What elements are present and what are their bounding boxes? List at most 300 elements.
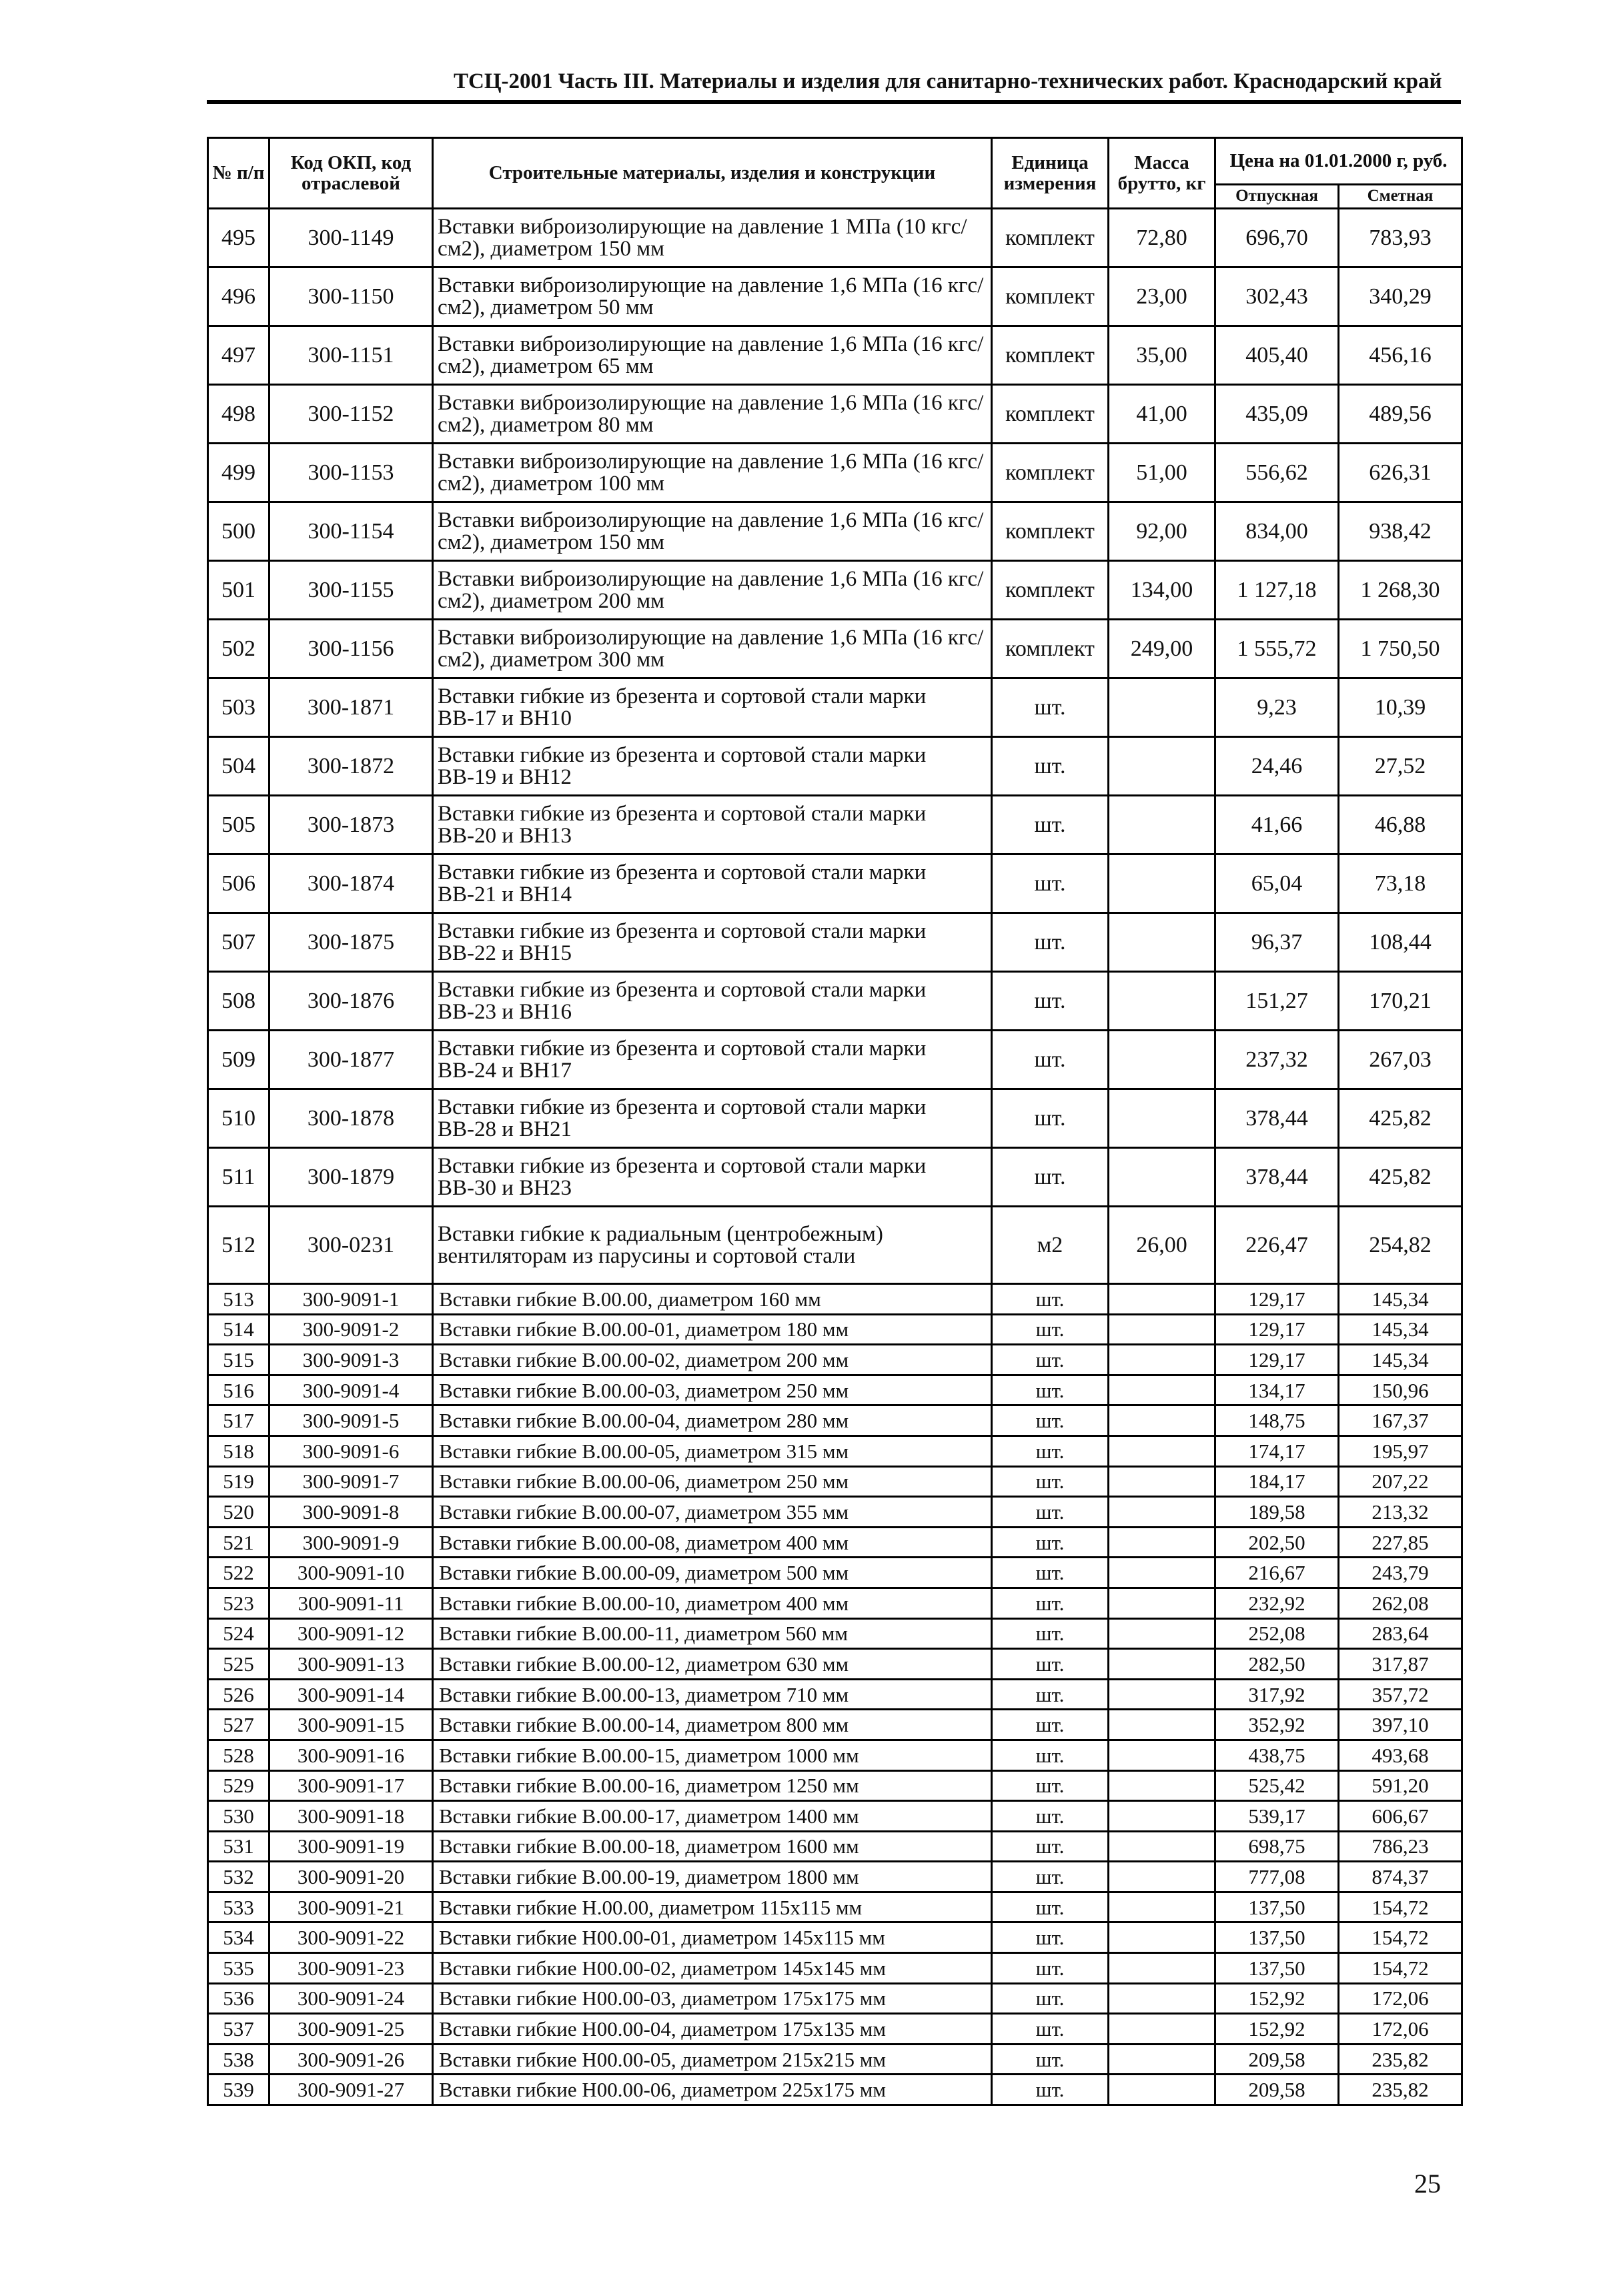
cell-code: 300-9091-9 [269,1527,433,1558]
cell-price-release: 282,50 [1215,1649,1339,1680]
cell-code: 300-9091-20 [269,1862,433,1892]
cell-mass [1109,1740,1215,1770]
cell-unit: шт. [992,2075,1109,2105]
cell-num: 526 [208,1679,269,1710]
cell-mass [1109,1436,1215,1466]
cell-price-estimate: 591,20 [1339,1770,1462,1801]
cell-num: 537 [208,2014,269,2045]
cell-price-release: 539,17 [1215,1801,1339,1832]
cell-code: 300-9091-13 [269,1649,433,1680]
cell-price-release: 189,58 [1215,1497,1339,1528]
table-row [208,620,1462,678]
cell-price-estimate: 783,93 [1339,209,1462,267]
cell-price-release: 302,43 [1215,267,1339,326]
cell-code: 300-9091-10 [269,1558,433,1588]
cell-price-estimate: 243,79 [1339,1558,1462,1588]
cell-num: 498 [208,385,269,444]
cell-price-estimate: 150,96 [1339,1375,1462,1405]
table-row [208,326,1462,385]
cell-price-estimate: 874,37 [1339,1862,1462,1892]
cell-price-estimate: 108,44 [1339,913,1462,972]
cell-price-release: 525,42 [1215,1770,1339,1801]
cell-code: 300-9091-26 [269,2044,433,2075]
cell-num: 507 [208,913,269,972]
cell-unit: комплект [992,326,1109,385]
cell-price-release: 152,92 [1215,2014,1339,2045]
table-row [208,2044,1462,2075]
cell-code: 300-1871 [269,678,433,737]
cell-code: 300-9091-21 [269,1892,433,1922]
cell-mass [1109,1983,1215,2014]
cell-num: 520 [208,1497,269,1528]
cell-code: 300-9091-19 [269,1831,433,1862]
cell-name: Вставки виброизолирующие на давление 1,6 МПа (16 кгс/см2), диаметром 150 мм [433,502,992,561]
table-row [208,1588,1462,1618]
cell-num: 504 [208,737,269,796]
table-row [208,2075,1462,2105]
cell-unit: шт. [992,1314,1109,1345]
cell-code: 300-9091-16 [269,1740,433,1770]
cell-price-estimate: 167,37 [1339,1405,1462,1436]
cell-name: Вставки гибкие из брезента и сортовой стали марки ВВ-22 и ВН15 [433,913,992,972]
table-row [208,1497,1462,1528]
cell-price-estimate: 235,82 [1339,2075,1462,2105]
table-body [208,209,1462,2105]
cell-price-estimate: 46,88 [1339,796,1462,854]
table-row [208,385,1462,444]
cell-price-estimate: 283,64 [1339,1618,1462,1649]
cell-mass: 92,00 [1109,502,1215,561]
cell-price-estimate: 154,72 [1339,1892,1462,1922]
table-row [208,267,1462,326]
cell-num: 530 [208,1801,269,1832]
cell-code: 300-9091-6 [269,1436,433,1466]
cell-mass [1109,1710,1215,1740]
cell-price-estimate: 145,34 [1339,1284,1462,1315]
cell-price-estimate: 170,21 [1339,972,1462,1031]
table-row [208,1953,1462,1984]
cell-unit: шт. [992,2044,1109,2075]
cell-code: 300-9091-1 [269,1284,433,1315]
cell-code: 300-1874 [269,854,433,913]
cell-price-release: 777,08 [1215,1862,1339,1892]
cell-price-estimate: 262,08 [1339,1588,1462,1618]
cell-num: 497 [208,326,269,385]
cell-price-estimate: 10,39 [1339,678,1462,737]
cell-price-estimate: 172,06 [1339,1983,1462,2014]
table-row [208,561,1462,620]
cell-name: Вставки гибкие В.00.00-12, диаметром 630 мм [433,1649,992,1680]
cell-unit: шт. [992,1710,1109,1740]
cell-price-estimate: 154,72 [1339,1953,1462,1984]
cell-code: 300-1878 [269,1089,433,1148]
cell-name: Вставки гибкие В.00.00-01, диаметром 180 мм [433,1314,992,1345]
cell-code: 300-1875 [269,913,433,972]
cell-price-estimate: 340,29 [1339,267,1462,326]
cell-price-release: 378,44 [1215,1148,1339,1207]
col-header-num: № п/п [208,138,269,209]
cell-name: Вставки гибкие В.00.00-16, диаметром 1250 мм [433,1770,992,1801]
cell-price-estimate: 456,16 [1339,326,1462,385]
cell-code: 300-1872 [269,737,433,796]
table-row [208,678,1462,737]
cell-price-release: 151,27 [1215,972,1339,1031]
cell-mass [1109,2014,1215,2045]
cell-code: 300-9091-23 [269,1953,433,1984]
cell-code: 300-9091-4 [269,1375,433,1405]
table-row [208,737,1462,796]
cell-mass [1109,1405,1215,1436]
table-row [208,502,1462,561]
cell-name: Вставки гибкие из брезента и сортовой стали марки ВВ-24 и ВН17 [433,1031,992,1089]
cell-num: 535 [208,1953,269,1984]
price-table [207,137,1463,2106]
cell-price-release: 317,92 [1215,1679,1339,1710]
cell-unit: шт. [992,1527,1109,1558]
cell-unit: шт. [992,1922,1109,1953]
cell-code: 300-9091-3 [269,1345,433,1375]
cell-name: Вставки гибкие Н00.00-03, диаметром 175x175 мм [433,1983,992,2014]
cell-mass [1109,737,1215,796]
cell-price-estimate: 1 268,30 [1339,561,1462,620]
cell-num: 503 [208,678,269,737]
cell-code: 300-9091-27 [269,2075,433,2105]
cell-num: 512 [208,1207,269,1284]
cell-mass [1109,1031,1215,1089]
cell-mass [1109,1089,1215,1148]
cell-price-release: 556,62 [1215,444,1339,502]
cell-unit: шт. [992,1405,1109,1436]
cell-num: 505 [208,796,269,854]
cell-unit: шт. [992,1649,1109,1680]
cell-price-estimate: 357,72 [1339,1679,1462,1710]
cell-unit: комплект [992,444,1109,502]
cell-price-release: 209,58 [1215,2075,1339,2105]
cell-unit: шт. [992,1558,1109,1588]
cell-unit: комплект [992,620,1109,678]
cell-price-release: 202,50 [1215,1527,1339,1558]
table-row [208,1345,1462,1375]
cell-name: Вставки гибкие из брезента и сортовой стали марки ВВ-20 и ВН13 [433,796,992,854]
cell-name: Вставки гибкие к радиальным (центробежным) вентиляторам из парусины и сортовой стали [433,1207,992,1284]
page-header-title: ТСЦ-2001 Часть III. Материалы и изделия для санитарно-технических работ. Краснодарский край [454,69,1442,93]
cell-mass [1109,1862,1215,1892]
table-row [208,1436,1462,1466]
cell-num: 529 [208,1770,269,1801]
table-row [208,1831,1462,1862]
cell-num: 539 [208,2075,269,2105]
cell-price-estimate: 235,82 [1339,2044,1462,2075]
table-row [208,1375,1462,1405]
cell-unit: шт. [992,1031,1109,1089]
cell-price-release: 41,66 [1215,796,1339,854]
cell-unit: шт. [992,1148,1109,1207]
cell-name: Вставки гибкие В.00.00-18, диаметром 1600 мм [433,1831,992,1862]
cell-mass [1109,1649,1215,1680]
cell-num: 495 [208,209,269,267]
cell-price-estimate: 213,32 [1339,1497,1462,1528]
cell-name: Вставки виброизолирующие на давление 1,6 МПа (16 кгс/см2), диаметром 300 мм [433,620,992,678]
cell-name: Вставки гибкие Н00.00-06, диаметром 225x175 мм [433,2075,992,2105]
cell-mass [1109,1375,1215,1405]
cell-mass [1109,1345,1215,1375]
table-row [208,1892,1462,1922]
cell-mass [1109,1679,1215,1710]
table-row [208,1405,1462,1436]
cell-name: Вставки гибкие В.00.00, диаметром 160 мм [433,1284,992,1315]
cell-name: Вставки виброизолирующие на давление 1,6 МПа (16 кгс/см2), диаметром 80 мм [433,385,992,444]
cell-mass: 23,00 [1109,267,1215,326]
cell-mass: 249,00 [1109,620,1215,678]
cell-mass [1109,1148,1215,1207]
table-row [208,1466,1462,1497]
cell-name: Вставки виброизолирующие на давление 1,6 МПа (16 кгс/см2), диаметром 100 мм [433,444,992,502]
cell-num: 506 [208,854,269,913]
cell-name: Вставки гибкие из брезента и сортовой стали марки ВВ-28 и ВН21 [433,1089,992,1148]
table-row [208,1740,1462,1770]
table-row [208,1527,1462,1558]
table-row [208,796,1462,854]
cell-unit: комплект [992,385,1109,444]
cell-name: Вставки гибкие из брезента и сортовой стали марки ВВ-17 и ВН10 [433,678,992,737]
cell-num: 515 [208,1345,269,1375]
cell-num: 522 [208,1558,269,1588]
cell-price-estimate: 626,31 [1339,444,1462,502]
cell-name: Вставки гибкие Н00.00-02, диаметром 145x145 мм [433,1953,992,1984]
cell-code: 300-1152 [269,385,433,444]
cell-code: 300-9091-14 [269,1679,433,1710]
cell-mass [1109,1770,1215,1801]
cell-price-estimate: 425,82 [1339,1148,1462,1207]
cell-unit: шт. [992,972,1109,1031]
cell-code: 300-9091-18 [269,1801,433,1832]
cell-price-estimate: 317,87 [1339,1649,1462,1680]
cell-code: 300-9091-2 [269,1314,433,1345]
cell-name: Вставки гибкие В.00.00-04, диаметром 280 мм [433,1405,992,1436]
cell-unit: комплект [992,209,1109,267]
table-row [208,1862,1462,1892]
cell-name: Вставки гибкие В.00.00-19, диаметром 1800 мм [433,1862,992,1892]
cell-price-estimate: 606,67 [1339,1801,1462,1832]
cell-price-release: 96,37 [1215,913,1339,972]
cell-price-estimate: 254,82 [1339,1207,1462,1284]
cell-price-estimate: 397,10 [1339,1710,1462,1740]
cell-code: 300-1154 [269,502,433,561]
cell-name: Вставки гибкие из брезента и сортовой стали марки ВВ-21 и ВН14 [433,854,992,913]
cell-price-release: 435,09 [1215,385,1339,444]
cell-price-release: 352,92 [1215,1710,1339,1740]
cell-price-release: 129,17 [1215,1284,1339,1315]
cell-name: Вставки гибкие В.00.00-06, диаметром 250 мм [433,1466,992,1497]
cell-code: 300-1879 [269,1148,433,1207]
cell-mass [1109,972,1215,1031]
cell-unit: шт. [992,1831,1109,1862]
cell-price-release: 438,75 [1215,1740,1339,1770]
table-row [208,1148,1462,1207]
cell-price-estimate: 73,18 [1339,854,1462,913]
table-row [208,444,1462,502]
cell-price-release: 232,92 [1215,1588,1339,1618]
cell-num: 500 [208,502,269,561]
cell-price-estimate: 227,85 [1339,1527,1462,1558]
cell-price-release: 696,70 [1215,209,1339,267]
cell-price-estimate: 27,52 [1339,737,1462,796]
cell-mass: 41,00 [1109,385,1215,444]
cell-code: 300-9091-7 [269,1466,433,1497]
cell-code: 300-9091-11 [269,1588,433,1618]
cell-price-estimate: 145,34 [1339,1345,1462,1375]
col-header-price-estimate: Сметная [1339,185,1462,209]
table-header [208,138,1462,209]
cell-mass [1109,1831,1215,1862]
cell-unit: м2 [992,1207,1109,1284]
cell-name: Вставки гибкие Н00.00-05, диаметром 215x215 мм [433,2044,992,2075]
cell-unit: шт. [992,1345,1109,1375]
cell-mass [1109,1497,1215,1528]
table-row [208,913,1462,972]
table-row [208,972,1462,1031]
table-row [208,1031,1462,1089]
cell-name: Вставки гибкие В.00.00-08, диаметром 400 мм [433,1527,992,1558]
cell-price-release: 184,17 [1215,1466,1339,1497]
cell-name: Вставки виброизолирующие на давление 1,6 МПа (16 кгс/см2), диаметром 200 мм [433,561,992,620]
cell-price-estimate: 489,56 [1339,385,1462,444]
cell-price-release: 65,04 [1215,854,1339,913]
cell-price-estimate: 207,22 [1339,1466,1462,1497]
cell-price-estimate: 267,03 [1339,1031,1462,1089]
cell-code: 300-1873 [269,796,433,854]
cell-mass: 26,00 [1109,1207,1215,1284]
cell-mass [1109,1801,1215,1832]
table-row [208,2014,1462,2045]
table-row [208,1618,1462,1649]
cell-price-release: 174,17 [1215,1436,1339,1466]
cell-price-estimate: 154,72 [1339,1922,1462,1953]
cell-mass [1109,1922,1215,1953]
cell-price-estimate: 145,34 [1339,1314,1462,1345]
cell-num: 518 [208,1436,269,1466]
table-row [208,1679,1462,1710]
cell-unit: шт. [992,913,1109,972]
cell-name: Вставки гибкие Н.00.00, диаметром 115x115 мм [433,1892,992,1922]
table-row [208,1710,1462,1740]
cell-unit: шт. [992,854,1109,913]
cell-unit: шт. [992,1862,1109,1892]
cell-name: Вставки гибкие В.00.00-03, диаметром 250 мм [433,1375,992,1405]
cell-unit: комплект [992,502,1109,561]
cell-num: 521 [208,1527,269,1558]
cell-name: Вставки виброизолирующие на давление 1 МПа (10 кгс/см2), диаметром 150 мм [433,209,992,267]
cell-price-release: 137,50 [1215,1892,1339,1922]
cell-mass [1109,854,1215,913]
cell-price-release: 1 555,72 [1215,620,1339,678]
cell-name: Вставки виброизолирующие на давление 1,6 МПа (16 кгс/см2), диаметром 65 мм [433,326,992,385]
cell-mass: 51,00 [1109,444,1215,502]
cell-mass: 72,80 [1109,209,1215,267]
cell-unit: шт. [992,1375,1109,1405]
cell-name: Вставки гибкие В.00.00-09, диаметром 500 мм [433,1558,992,1588]
col-header-unit: Единица измерения [992,138,1109,209]
cell-price-release: 129,17 [1215,1345,1339,1375]
cell-name: Вставки гибкие В.00.00-02, диаметром 200 мм [433,1345,992,1375]
cell-price-estimate: 1 750,50 [1339,620,1462,678]
cell-price-release: 137,50 [1215,1922,1339,1953]
cell-price-estimate: 172,06 [1339,2014,1462,2045]
cell-name: Вставки гибкие В.00.00-13, диаметром 710 мм [433,1679,992,1710]
cell-code: 300-9091-22 [269,1922,433,1953]
cell-code: 300-9091-15 [269,1710,433,1740]
cell-unit: шт. [992,1284,1109,1315]
table-row [208,1983,1462,2014]
cell-unit: комплект [992,561,1109,620]
table-row [208,1089,1462,1148]
table-row [208,1801,1462,1832]
cell-mass [1109,1588,1215,1618]
cell-name: Вставки гибкие В.00.00-15, диаметром 1000 мм [433,1740,992,1770]
cell-unit: шт. [992,1466,1109,1497]
table-row [208,1922,1462,1953]
cell-code: 300-1877 [269,1031,433,1089]
cell-unit: шт. [992,737,1109,796]
cell-num: 508 [208,972,269,1031]
cell-num: 538 [208,2044,269,2075]
cell-unit: шт. [992,796,1109,854]
cell-name: Вставки гибкие В.00.00-05, диаметром 315 мм [433,1436,992,1466]
cell-price-release: 405,40 [1215,326,1339,385]
cell-code: 300-9091-12 [269,1618,433,1649]
cell-name: Вставки гибкие Н00.00-04, диаметром 175x135 мм [433,2014,992,2045]
cell-code: 300-1150 [269,267,433,326]
cell-price-release: 834,00 [1215,502,1339,561]
cell-num: 496 [208,267,269,326]
cell-price-release: 226,47 [1215,1207,1339,1284]
cell-code: 300-1156 [269,620,433,678]
cell-code: 300-0231 [269,1207,433,1284]
cell-price-release: 1 127,18 [1215,561,1339,620]
cell-price-release: 209,58 [1215,2044,1339,2075]
cell-price-estimate: 195,97 [1339,1436,1462,1466]
cell-name: Вставки гибкие В.00.00-11, диаметром 560 мм [433,1618,992,1649]
cell-name: Вставки гибкие из брезента и сортовой стали марки ВВ-23 и ВН16 [433,972,992,1031]
cell-code: 300-1876 [269,972,433,1031]
cell-code: 300-1155 [269,561,433,620]
cell-code: 300-9091-8 [269,1497,433,1528]
cell-name: Вставки гибкие В.00.00-17, диаметром 1400 мм [433,1801,992,1832]
cell-num: 533 [208,1892,269,1922]
cell-num: 516 [208,1375,269,1405]
cell-mass [1109,2075,1215,2105]
cell-num: 532 [208,1862,269,1892]
cell-price-release: 148,75 [1215,1405,1339,1436]
header-rule [207,100,1461,104]
cell-mass [1109,1314,1215,1345]
cell-price-estimate: 425,82 [1339,1089,1462,1148]
cell-num: 525 [208,1649,269,1680]
col-header-name: Строительные материалы, изделия и конструкции [433,138,992,209]
cell-price-release: 698,75 [1215,1831,1339,1862]
cell-price-estimate: 938,42 [1339,502,1462,561]
cell-num: 534 [208,1922,269,1953]
table-row [208,1558,1462,1588]
cell-mass: 134,00 [1109,561,1215,620]
cell-name: Вставки виброизолирующие на давление 1,6 МПа (16 кгс/см2), диаметром 50 мм [433,267,992,326]
cell-code: 300-9091-25 [269,2014,433,2045]
cell-mass [1109,1527,1215,1558]
cell-num: 517 [208,1405,269,1436]
cell-num: 499 [208,444,269,502]
cell-code: 300-1151 [269,326,433,385]
cell-unit: шт. [992,1740,1109,1770]
